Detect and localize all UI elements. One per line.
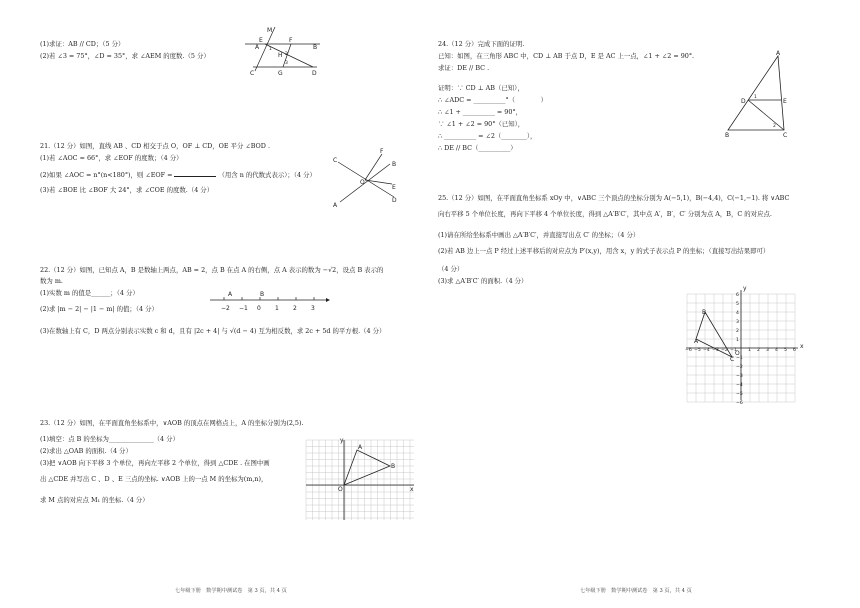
q21-figure xyxy=(330,148,400,209)
q24-label-C: C xyxy=(783,132,788,139)
q24-label-B: B xyxy=(725,132,730,139)
q20-label-A: A xyxy=(255,44,260,51)
q24-angle-1: 1 xyxy=(754,95,757,100)
q25-ytick-label: 4 xyxy=(736,311,739,316)
q20-label-H: H xyxy=(278,52,283,59)
q20-label-B: B xyxy=(313,44,318,51)
q23-part3-line2: 出 △CDE 并写出 C 、D 、E 三点的坐标. ∨AOB 上的一点 M 的坐标为(m,n)， xyxy=(40,475,268,483)
q20-angle-2: 2 xyxy=(285,52,288,57)
q25-axis-x: x xyxy=(800,343,804,350)
q22-number-line xyxy=(210,288,330,316)
q25-xtick-label: 1 xyxy=(748,348,751,353)
q25-ytick-label: −2 xyxy=(736,365,743,370)
q25-axis-y: y xyxy=(743,285,747,292)
q23-part3-line3: 求 M 点的对应点 M₁ 的坐标.（4 分） xyxy=(40,496,149,504)
q21-part2-a: (2)如果 ∠AOC = n°(n<180°)，则 ∠EOF = xyxy=(40,171,173,179)
q25-label-B: B xyxy=(702,309,707,316)
q25-xtick-label: 6 xyxy=(793,348,796,353)
q20-label-M: M xyxy=(267,27,273,34)
q25-ytick-label: 3 xyxy=(736,320,739,325)
q24-proof-line1: 证明：∵ CD ⊥ AB（已知）， xyxy=(438,84,524,92)
q22-label-B: B xyxy=(260,291,265,298)
q24-triangle-figure xyxy=(726,52,796,137)
left-footer: 七年级下册 数学期中测试卷 第 3 页，共 4 页 xyxy=(175,587,287,594)
q25-stem-line1: 25.（12 分）如图，在平面直角坐标系 xOy 中，∨ABC 三个顶点的坐标分别为 A(−5,1)，B(−4,4)，C(−1,−1). 将 ∨ABC xyxy=(438,194,790,202)
q22-part1: (1)实数 m 的值是______；（4 分） xyxy=(40,289,139,297)
q23-label-O: O xyxy=(338,486,343,493)
q23-part1: (1)填空：点 B 的坐标为______________（4 分） xyxy=(40,435,179,443)
q21-answer-blank xyxy=(174,170,216,177)
q21-label-E: E xyxy=(392,184,396,191)
q23-grid-figure xyxy=(306,437,416,520)
q25-xtick-label: 2 xyxy=(757,348,760,353)
q24-proof-line6: ∴ DE // BC（__________） xyxy=(438,144,517,152)
q22-tick-label: −2 xyxy=(221,305,230,312)
q23-axis-x: x xyxy=(410,486,414,493)
q22-part2: (2)求 |m − 2| − |1 − m| 的值；（4 分） xyxy=(40,305,158,313)
right-page xyxy=(430,0,860,608)
q25-xtick-label: −2 xyxy=(721,348,728,353)
q25-ytick-label: 6 xyxy=(736,293,739,298)
q25-part2: (2)若 AB 边上一点 P 经过上述平移后的对应点为 P′(x,y)，用含 x，y 的式子表示点 P 的坐标；（直接写出结果即可） xyxy=(438,247,770,255)
q24-proof-line3: ∴ ∠1 + __________ = 90°， xyxy=(438,108,523,116)
q23-label-B: B xyxy=(391,463,396,470)
q20-part2: (2)若 ∠3 = 75°，∠D = 35°，求 ∠AEM 的度数.（5 分） xyxy=(40,52,210,60)
q20-label-G: G xyxy=(278,70,283,77)
q21-label-D: D xyxy=(392,197,397,204)
right-footer: 七年级下册 数学期中测试卷 第 3 页，共 4 页 xyxy=(580,587,692,594)
q21-part2 xyxy=(40,170,316,179)
q24-stem: 24.（12 分）完成下面的证明. xyxy=(438,40,525,48)
q22-tick-label: −1 xyxy=(239,305,248,312)
q22-label-A: A xyxy=(228,291,233,298)
q25-xtick-label: −5 xyxy=(694,348,701,353)
q20-angle-1: 1 xyxy=(269,47,272,52)
q21-label-B: B xyxy=(392,161,397,168)
q24-label-D: D xyxy=(741,98,746,105)
q25-part2-score: （4 分） xyxy=(438,265,464,273)
q20-label-D: D xyxy=(312,70,317,77)
q24-label-A: A xyxy=(776,50,781,57)
q25-part1: (1)请在所给坐标系中画出 △A′B′C′，并直接写出点 C′ 的坐标；（4 分） xyxy=(438,231,640,239)
q20-label-F: F xyxy=(289,37,293,44)
q23-part3-line1: (3)把 ∨AOB 向下平移 3 个单位，再向左平移 2 个单位，得到 △CDE . 在图中画 xyxy=(40,459,270,467)
q25-label-A: A xyxy=(694,338,699,345)
q22-stem-line1: 22.（12 分）如图，已知点 A，B 是数轴上两点，AB = 2，点 B 在点 A 的右侧，点 A 表示的数为 −√2，设点 B 表示的 xyxy=(40,266,384,274)
q24-proof-line2: ∴ ∠ADC = __________°（ ） xyxy=(438,96,547,104)
q22-part3: (3)在数轴上有 C，D 两点分别表示实数 c 和 d，且有 |2c + 4| 与 √(d − 4) 互为相反数，求 2c + 5d 的平方根.（4 分） xyxy=(40,327,386,335)
q25-ytick-label: −3 xyxy=(736,374,743,379)
q22-tick-label: 2 xyxy=(293,305,297,312)
q22-tick-label: 1 xyxy=(275,305,279,312)
q23-axis-y: y xyxy=(340,437,344,444)
q25-label-C: C xyxy=(730,356,735,363)
q21-label-A: A xyxy=(333,202,338,209)
q25-grid-figure xyxy=(684,285,804,406)
q25-part3: (3)求 △A′B′C′ 的面积.（4 分） xyxy=(438,277,528,285)
q21-stem: 21.（12 分）如图，直线 AB 、CD 相交于点 O，OF ⊥ CD，OE 平分 ∠BOD . xyxy=(40,142,270,150)
q20-part1: (1)求证：AB // CD；（5 分） xyxy=(40,40,125,48)
q24-proof-line4: ∵ ∠1 + ∠2 = 90°（已知）， xyxy=(438,120,525,128)
q25-ytick-label: 5 xyxy=(736,302,739,307)
q25-label-O: O xyxy=(735,350,740,357)
q25-xtick-label: −1 xyxy=(730,348,737,353)
q21-part1: (1)若 ∠AOC = 66°，求 ∠EOF 的度数；（4 分） xyxy=(40,154,183,162)
q20-label-E: E xyxy=(259,37,263,44)
q21-part3: (3)若 ∠BOE 比 ∠BOF 大 24°，求 ∠COE 的度数.（4 分） xyxy=(40,186,214,194)
q24-label-E: E xyxy=(783,98,787,105)
q22-stem-line2: 数为 m. xyxy=(40,277,63,285)
q25-ytick-label: −5 xyxy=(736,392,743,397)
q21-label-C: C xyxy=(333,157,338,164)
q25-ytick-label: −1 xyxy=(736,356,743,361)
q25-xtick-label: 5 xyxy=(784,348,787,353)
q22-tick-label: 3 xyxy=(311,305,315,312)
q21-label-F: F xyxy=(380,148,384,155)
q25-ytick-label: 1 xyxy=(736,338,739,343)
q21-part2-b: （用含 n 的代数式表示）；（4 分） xyxy=(218,171,316,179)
q25-xtick-label: −3 xyxy=(712,348,719,353)
q25-xtick-label: 4 xyxy=(775,348,778,353)
q25-ytick-label: 2 xyxy=(736,329,739,334)
q23-stem: 23.（12 分）如图，在平面直角坐标系中，∨AOB 的顶点在网格点上，A 的坐标分别为(2,5). xyxy=(40,419,304,427)
q24-prove: 求证：DE // BC . xyxy=(438,64,490,72)
q25-xtick-label: −6 xyxy=(685,348,692,353)
q24-angle-2: 2 xyxy=(773,124,776,129)
q23-label-A: A xyxy=(358,444,363,451)
q20-label-C: C xyxy=(250,70,255,77)
q22-tick-label: 0 xyxy=(257,305,261,312)
q20-figure xyxy=(245,25,325,75)
q21-label-O: O xyxy=(360,179,365,186)
q25-ytick-label: −6 xyxy=(736,401,743,406)
q20-angle-3: 3 xyxy=(285,61,288,66)
q25-xtick-label: 3 xyxy=(766,348,769,353)
q24-proof-line5: ∴ __________ = ∠2（________）， xyxy=(438,132,537,140)
q24-given: 已知：如图，在三角形 ABC 中，CD ⊥ AB 于点 D，E 是 AC 上一点，∠1 + ∠2 = 90°. xyxy=(438,52,695,60)
q25-xtick-label: −4 xyxy=(703,348,710,353)
q25-stem-line2: 向右平移 5 个单位长度，再向下平移 4 个单位长度，得到 △A′B′C′，其中点 A′，B′，C′ 分别为点 A，B，C 的对应点. xyxy=(438,210,772,218)
q25-ytick-label: −4 xyxy=(736,383,743,388)
q23-part2: (2)求出 △OAB 的面积.（4 分） xyxy=(40,447,132,455)
